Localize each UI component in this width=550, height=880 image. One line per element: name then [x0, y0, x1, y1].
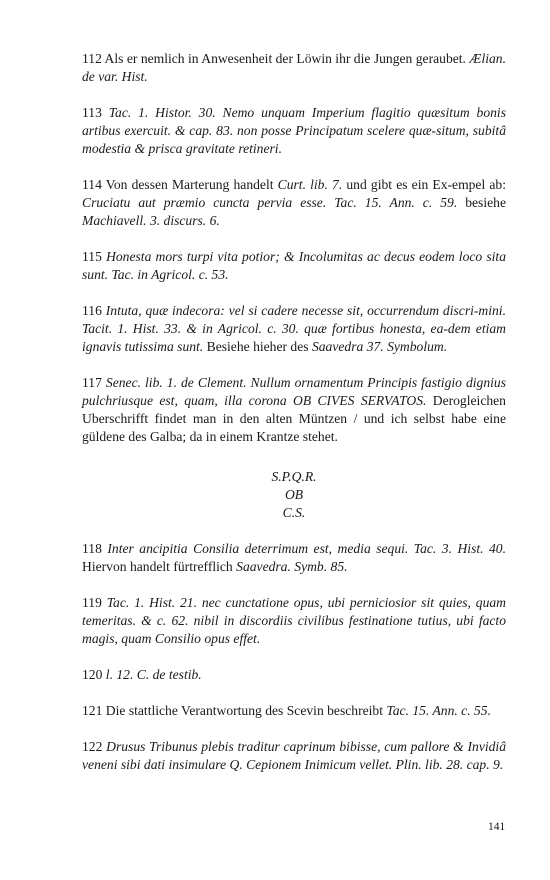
note-116-run-2: Besiehe hieher des — [203, 339, 312, 354]
note-114-run-0: 114 Von dessen Marterung handelt — [82, 177, 278, 192]
note-120 — [82, 666, 506, 684]
note-113-run-1: Tac. 1. Histor. 30. Nemo unquam Imperium flagitio quæsitum bonis artibus exercuit. & cap. 83. non posse Principatum scelere quæ-situm, subitâ modestia & prisca gravitate retineri. — [82, 105, 506, 156]
inscription-line-3: C.S. — [282, 505, 306, 520]
note-113 — [82, 104, 506, 158]
note-122-run-1: Drusus Tribunus plebis traditur caprinum bibisse, cum pallore & Invidiâ veneni sibi dati insimulare Q. Cepionem Inimicum vellet. Plin. lib. 28. cap. 9. — [82, 739, 506, 772]
note-120-run-1: l. 12. C. de testib. — [105, 667, 202, 682]
note-115-run-1: Honesta mors turpi vita potior; & Incolumitas ac decus eodem loco sita sunt. Tac. in Agricol. c. 53. — [82, 249, 507, 282]
note-116-run-1: Intuta, quæ indecora: vel si cadere necesse sit, occurrendum discri-mini. Tacit. 1. Hist. 33. & in Agricol. c. 30. quæ fortibus honesta, ea-dem etiam ignavis tutissima sunt. — [82, 303, 506, 354]
note-118-run-1: Inter ancipitia Consilia deterrimum est, media sequi. Tac. 3. Hist. 40. — [107, 541, 506, 556]
note-117-run-2: Derogleichen Uberschrifft findet man in den alten Müntzen / und ich selbst habe eine güldene des Galba; da in einem Krantze stehet. — [82, 393, 506, 444]
note-119 — [82, 594, 506, 648]
note-114-run-1: Curt. lib. 7. — [277, 177, 343, 192]
note-114 — [82, 176, 506, 230]
note-116-run-3: Saavedra 37. Symbolum. — [311, 339, 448, 354]
note-121-run-0: 121 Die stattliche Verantwortung des Scevin beschreibt — [82, 703, 387, 718]
footnotes-page — [82, 50, 506, 792]
note-122-run-0: 122 — [82, 739, 107, 754]
inscription-line-1: S.P.Q.R. — [271, 469, 317, 484]
note-116-run-0: 116 — [82, 303, 106, 318]
note-113-run-0: 113 — [82, 105, 109, 120]
note-120-run-0: 120 — [82, 667, 106, 682]
page-number: 141 — [488, 821, 506, 833]
note-114-run-5: Machiavell. 3. discurs. 6. — [82, 213, 220, 228]
note-114-run-4: besiehe — [457, 195, 506, 210]
note-115 — [82, 248, 506, 284]
note-119-run-1: Tac. 1. Hist. 21. nec cunctatione opus, ubi perniciosior sit quies, quam temeritas. & c. 62. nibil in discordiis civilibus festinatione tutius, ubi facto magis, quam Consilio opus effet. — [82, 595, 506, 646]
coin-inscription — [82, 468, 506, 522]
note-115-run-0: 115 — [82, 249, 107, 264]
note-112-run-0: 112 Als er nemlich in Anwesenheit der Löwin ihr die Jungen geraubet. — [82, 51, 470, 66]
note-114-run-2: und gibt es ein Ex-empel ab: — [342, 177, 506, 192]
note-119-run-0: 119 — [82, 595, 107, 610]
note-112 — [82, 50, 506, 86]
note-117-run-1: Senec. lib. 1. de Clement. Nullum ornamentum Principis fastigio dignius pulchriusque est, quam, illa corona OB CIVES SERVATOS. — [82, 375, 506, 408]
note-112-run-1: Ælian. de var. Hist. — [82, 51, 506, 84]
note-122 — [82, 738, 506, 774]
note-121-run-1: Tac. 15. Ann. c. 55. — [386, 703, 492, 718]
note-117 — [82, 374, 506, 446]
note-118-run-0: 118 — [82, 541, 108, 556]
note-121 — [82, 702, 506, 720]
note-118 — [82, 540, 506, 576]
note-118-run-3: Saavedra. Symb. 85. — [236, 559, 348, 574]
inscription-line-2: OB — [284, 487, 304, 502]
note-118-run-2: Hiervon handelt fürtrefflich — [82, 559, 237, 574]
note-114-run-3: Cruciatu aut præmio cuncta pervia esse. Tac. 15. Ann. c. 59. — [82, 195, 458, 210]
note-116 — [82, 302, 506, 356]
note-117-run-0: 117 — [82, 375, 106, 390]
